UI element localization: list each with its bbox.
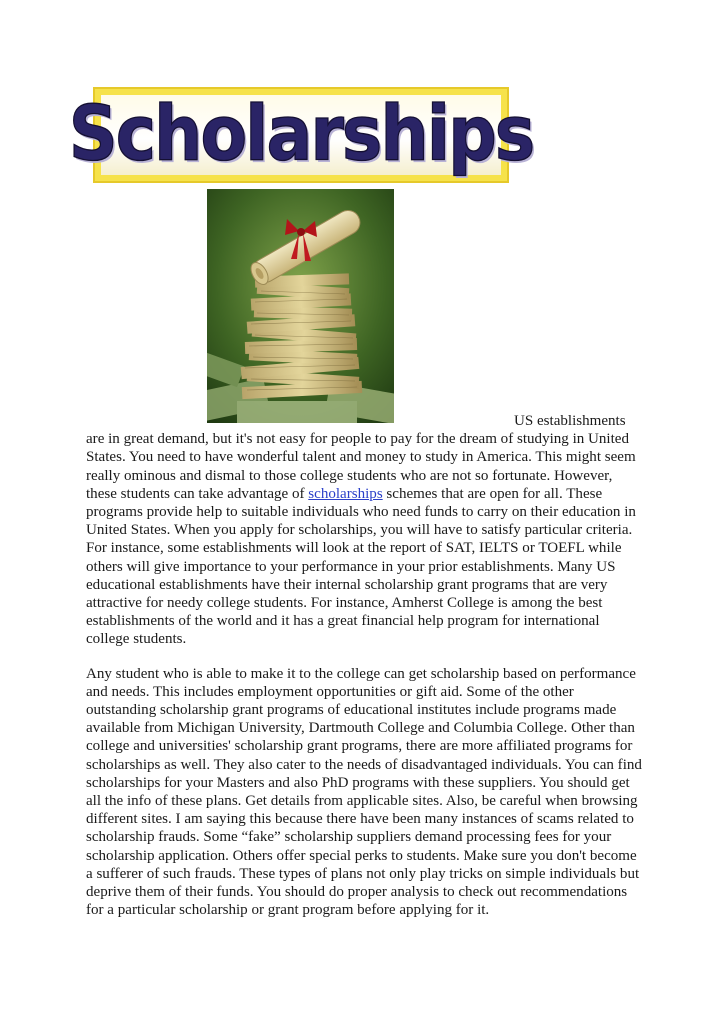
paragraph-1-text-start: US establishments are in great demand, but it's not easy for people to pay for the dream of studying in United States. You need to have wonderful talent and money to study in America. This might seem really ominous and dismal to those college students who are not so fortunate. However, these students can take advantage of <box>86 413 636 502</box>
banner-title: Scholarships <box>68 90 534 179</box>
paragraph-2: Any student who is able to make it to the college can get scholarship based on performance and needs. This includes employment opportunities or gift aid. Some of the other outstanding scholarship grant programs of educational institutes include programs made available from Michigan University, Dartmouth College and Columbia College. Other than college and universities' scholarship grant programs, there are more affiliated programs for scholarships as well. They also cater to the needs of disadvantaged individuals. You can find scholarships for your Masters and also PhD programs with these suppliers. You should get all the info of these plans. Get details from applicable sites. Also, be careful when browsing different sites. I am saying this because there have been many instances of scams related to scholarship frauds. Some “fake” scholarship suppliers demand processing fees for your scholarship application. Others offer special perks to students. Make sure you don't become a sufferer of such frauds. These types of plans not only play tricks on simple individuals but deprive them of their funds. You should do proper analysis to check out recommendations for a particular scholarship or grant program before applying for it. <box>86 665 642 919</box>
banner-inner <box>68 90 534 179</box>
article-body <box>86 412 646 919</box>
scholarships-banner <box>68 87 534 183</box>
paragraph-1-text-end: schemes that are open for all. These programs provide help to suitable individuals who need funds to carry on their education in United States. When you apply for scholarships, you will have to satisfy particular criteria. For instance, some establishments will look at the report of SAT, IELTS or TOEFL while others will give importance to your performance in your prior establishments. Many US educational establishments have their internal scholarship grant programs that are very attractive for needy college students. For instance, Amherst College is among the best establishments of the world and it has a great financial help program for international college students. <box>86 485 636 648</box>
scholarships-link[interactable]: scholarships <box>308 485 383 502</box>
paragraph-1 <box>86 412 646 649</box>
diploma-money-stack-image <box>207 189 394 423</box>
